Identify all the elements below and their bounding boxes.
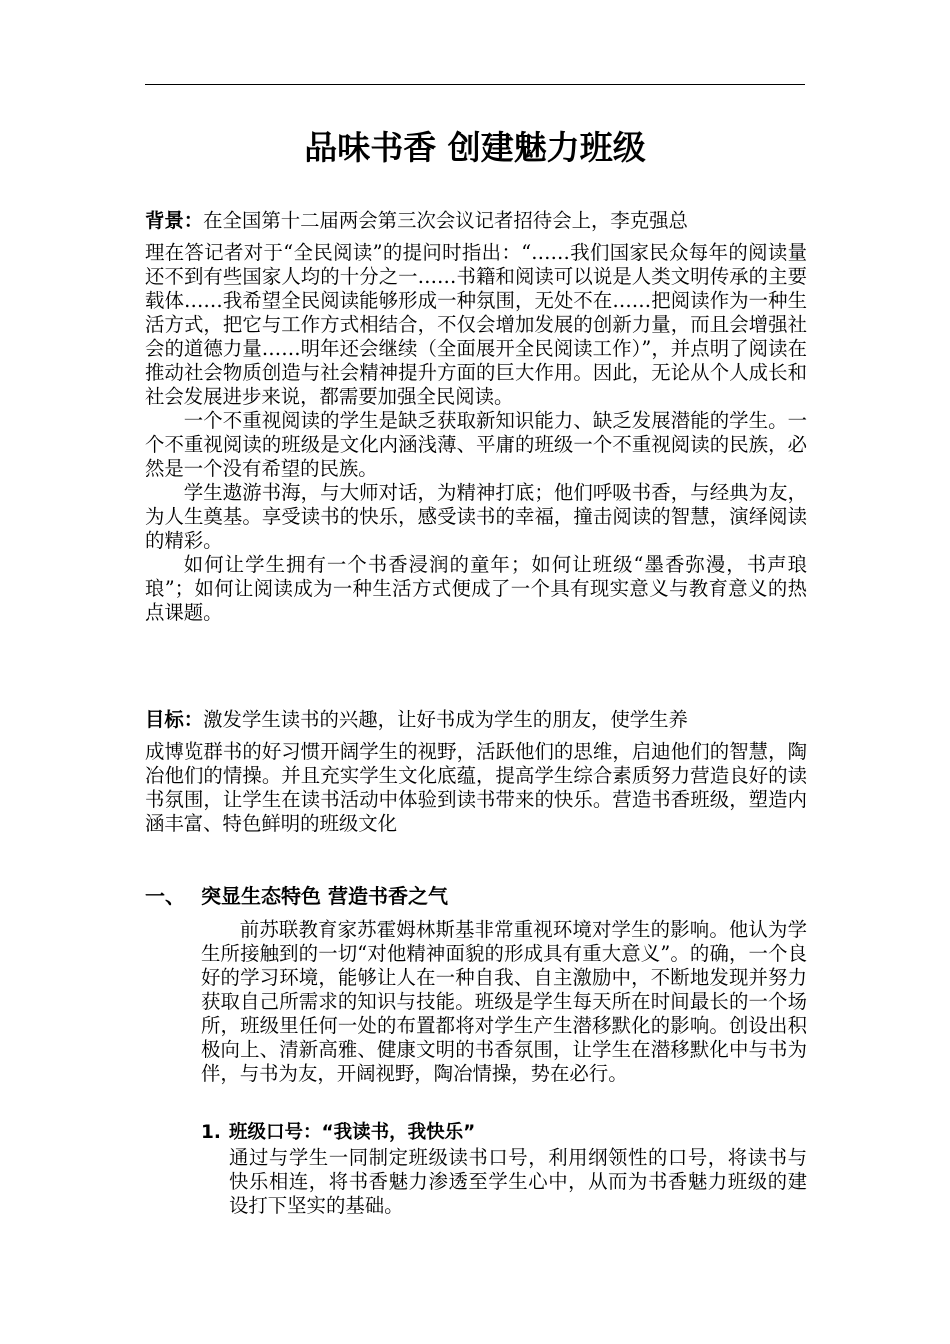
goal-label: 目标： [145, 708, 204, 731]
goal-section [145, 705, 807, 836]
header-rule [145, 84, 805, 85]
section-1-number: 一、 [145, 884, 185, 908]
subsection-1-number: 1. [201, 1122, 221, 1143]
goal-first-line [145, 705, 807, 735]
subsection-1-body: 通过与学生一同制定班级读书口号，利用纲领性的口号，将读书与快乐相连，将书香魅力渗透至学生心中，从而为书香魅力班级的建设打下坚实的基础。 [229, 1146, 807, 1217]
goal-paragraph: 成博览群书的好习惯开阔学生的视野，活跃他们的思维，启迪他们的智慧，陶冶他们的情操。并且充实学生文化底蕴，提高学生综合素质努力营造良好的读书氛围，让学生在读书活动中体验到读书带来的快乐。营造书香班级，塑造内涵丰富、特色鲜明的班级文化 [145, 740, 807, 835]
section-1-body: 前苏联教育家苏霍姆林斯基非常重视环境对学生的影响。他认为学生所接触到的一切“对他精神面貌的形成具有重大意义”。的确，一个良好的学习环境，能够让人在一种自我、自主激励中，不断地发现并努力获取自己所需求的知识与技能。班级是学生每天所在时间最长的一个场所，班级里任何一处的布置都将对学生产生潜移默化的影响。创设出积极向上、清新高雅、健康文明的书香氛围，让学生在潜移默化中与书为伴，与书为友，开阔视野，陶冶情操，势在必行。 [201, 918, 807, 1085]
background-first-line [145, 206, 807, 236]
background-paragraph-2: 一个不重视阅读的学生是缺乏获取新知识能力、缺乏发展潜能的学生。一个不重视阅读的班级是文化内涵浅薄、平庸的班级一个不重视阅读的民族，必然是一个没有希望的民族。 [145, 409, 807, 480]
background-section [145, 206, 807, 625]
goal-first-line-text: 激发学生读书的兴趣，让好书成为学生的朋友，使学生养 [203, 708, 688, 731]
section-1-heading-text: 突显生态特色 营造书香之气 [201, 884, 448, 908]
subsection-1-heading [201, 1120, 475, 1146]
background-paragraph-3: 学生遨游书海，与大师对话，为精神打底；他们呼吸书香，与经典为友，为人生奠基。享受读书的快乐，感受读书的幸福，撞击阅读的智慧，演绎阅读的精彩。 [145, 481, 807, 552]
background-first-line-text: 在全国第十二届两会第三次会议记者招待会上，李克强总 [203, 209, 688, 232]
background-paragraph-4: 如何让学生拥有一个书香浸润的童年；如何让班级“墨香弥漫，书声琅琅”；如何让阅读成为一种生活方式便成了一个具有现实意义与教育意义的热点课题。 [145, 553, 807, 624]
background-paragraph-1: 理在答记者对于“全民阅读”的提问时指出：“……我们国家民众每年的阅读量还不到有些国家人均的十分之一……书籍和阅读可以说是人类文明传承的主要载体……我希望全民阅读能够形成一种氛围，无处不在……把阅读作为一种生活方式，把它与工作方式相结合，不仅会增加发展的创新力量，而且会增强社会的道德力量……明年还会继续（全面展开全民阅读工作）”，并点明了阅读在推动社会物质创造与社会精神提升方面的巨大作用。因此，无论从个人成长和社会发展进步来说，都需要加强全民阅读。 [145, 241, 807, 408]
section-1-heading [145, 882, 448, 910]
document-title: 品味书香 创建魅力班级 [304, 128, 646, 167]
subsection-1-heading-text: 班级口号：“我读书，我快乐” [229, 1122, 476, 1143]
background-label: 背景： [145, 209, 204, 232]
